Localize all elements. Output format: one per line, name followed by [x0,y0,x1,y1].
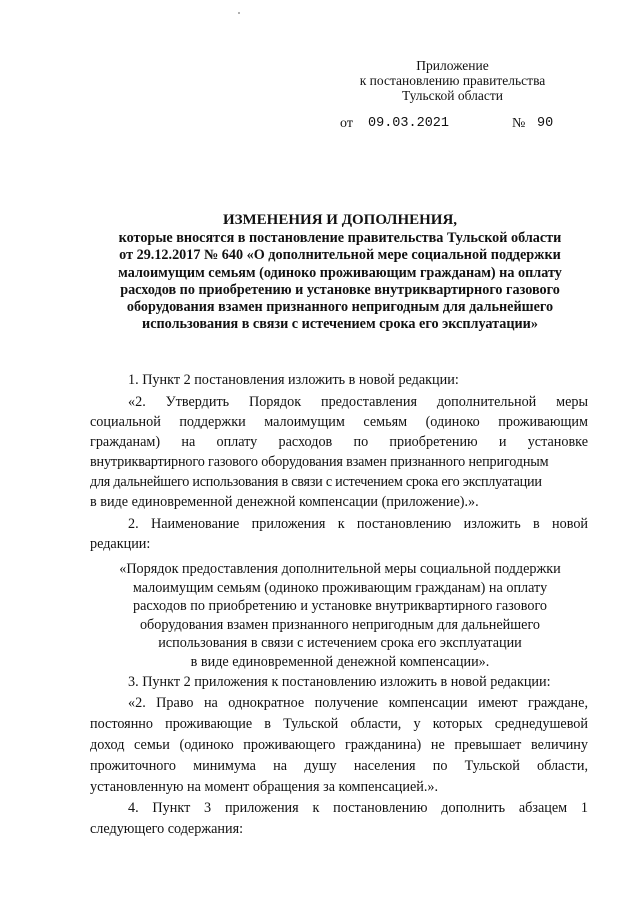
new-title-line: в виде единовременной денежной компенсации». [190,653,490,670]
paragraph-2-line: редакции: [90,536,151,552]
quote-1-line: социальной поддержки малоимущим семьям (одиноко проживающим [90,414,588,430]
document-number: 90 [537,116,554,131]
title-line: от 29.12.2017 № 640 «О дополнительной мере социальной поддержки [119,247,561,264]
quote-1-line: «2. Утвердить Порядок предоставления дополнительной меры [128,394,588,410]
title-line: которые вносятся в постановление правительства Тульской области [118,230,562,247]
quote-3-line: доход семьи (одиноко проживающего гражданина) не превышает величину [90,737,588,753]
new-title-line: малоимущим семьям (одиноко проживающим гражданам) на оплату [132,579,548,596]
paragraph-4-line: следующего содержания: [90,821,244,837]
title-heading: ИЗМЕНЕНИЯ И ДОПОЛНЕНИЯ, [222,212,458,228]
title-line: расходов по приобретению и установке внутриквартирного газового [120,281,560,298]
quote-3-line: «2. Право на однократное получение компенсации имеют граждане, [128,695,588,711]
paragraph-2-line: 2. Наименование приложения к постановлению изложить в новой [128,516,588,532]
reference-line [340,116,554,132]
document-title [90,212,590,333]
quote-1-line: в виде единовременной денежной компенсации (приложение).». [90,494,479,510]
title-line: использования в связи с истечением срока его эксплуатации» [142,316,538,333]
appendix-header [345,58,560,103]
appendix-line-2: к постановлению правительства [359,73,546,88]
title-line: малоимущим семьям (одиноко проживающим гражданам) на оплату [118,264,562,281]
appendix-line-1: Приложение [416,58,489,73]
quote-1-line: внутриквартирного газового оборудования взамен признанного непригодным [90,454,549,470]
paragraph-3: 3. Пункт 2 приложения к постановлению изложить в новой редакции: [128,674,551,690]
new-title-line: «Порядок предоставления дополнительной меры социальной поддержки [119,561,561,577]
date-label: от [340,116,353,131]
title-line: оборудования взамен признанного непригодным для дальнейшего [126,299,554,316]
paragraph-1: 1. Пункт 2 постановления изложить в новой редакции: [128,372,459,388]
new-title-line: оборудования взамен признанного непригодным для дальнейшего [139,616,541,633]
number-label: № [512,116,526,131]
paragraph-4-line: 4. Пункт 3 приложения к постановлению дополнить абзацем 1 [128,800,588,816]
quote-3-line: прожиточного минимума на душу населения по Тульской области, [90,758,588,774]
new-title-line: расходов по приобретению и установке внутриквартирного газового [132,598,548,614]
quote-3-line: постоянно проживающие в Тульской области, у которых среднедушевой [90,716,588,732]
quote-3-line: установленную на момент обращения за компенсацией.». [90,779,439,795]
new-appendix-title [90,560,590,671]
new-title-line: использования в связи с истечением срока его эксплуатации [158,635,522,651]
quote-1-line: для дальнейшего использования в связи с истечением срока его эксплуатации [90,474,542,490]
quote-1-line: гражданам) на оплату расходов по приобретению и установке [90,434,588,450]
scan-speck [238,12,240,14]
appendix-line-3: Тульской области [402,88,503,103]
document-date: 09.03.2021 [368,116,450,131]
